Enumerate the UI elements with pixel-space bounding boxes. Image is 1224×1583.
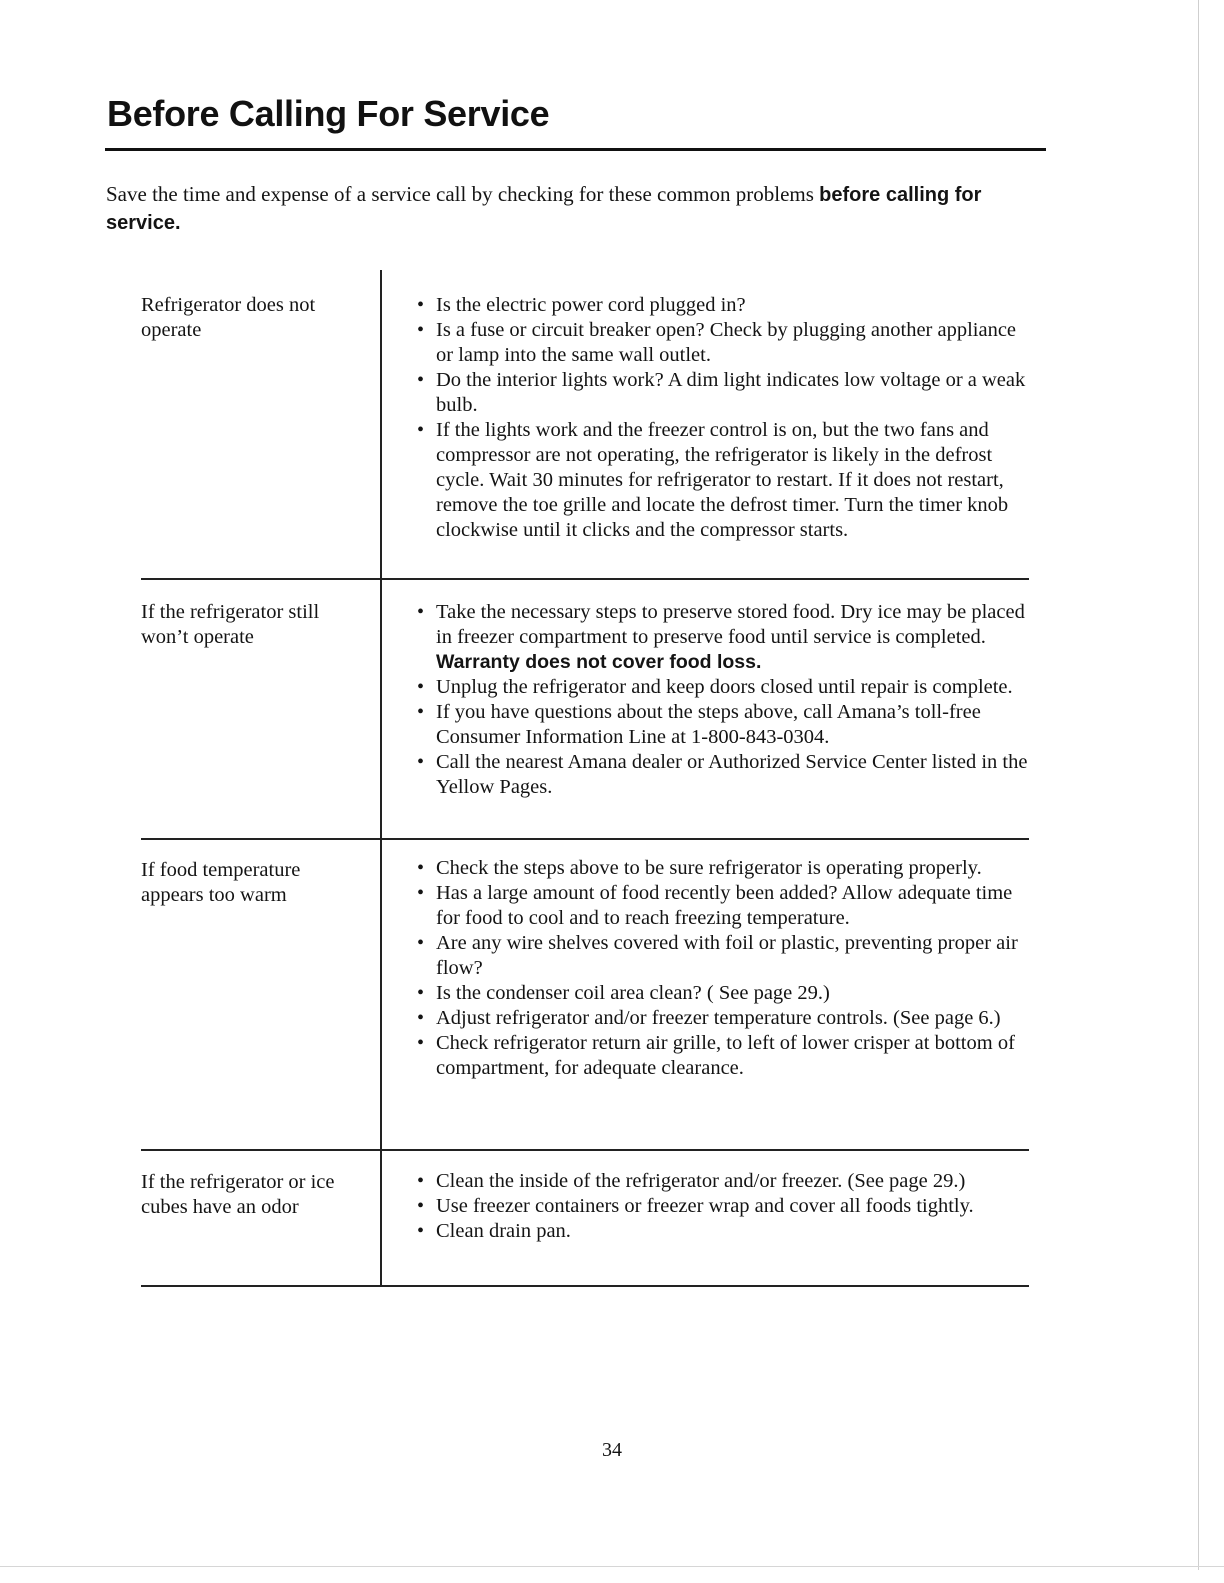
- solution-item: • Clean drain pan.: [416, 1219, 1036, 1244]
- solution-item: • Check the steps above to be sure refrigerator is operating properly.: [416, 856, 1036, 881]
- solution-item: • Unplug the refrigerator and keep doors closed until repair is complete.: [416, 675, 1036, 700]
- title-underline: [105, 148, 1046, 151]
- solution-item: • Are any wire shelves covered with foil or plastic, preventing proper air flow?: [416, 931, 1036, 981]
- problem-label: If the refrigerator still won’t operate: [141, 601, 320, 648]
- warranty-warning: Warranty does not cover food loss.: [436, 651, 762, 673]
- page-number: 34: [602, 1439, 622, 1461]
- solution-item: • Has a large amount of food recently been added? Allow adequate time for food to cool and to reach freezing temperature.: [416, 881, 1036, 931]
- row-divider: [141, 838, 1029, 840]
- solution-item: • Is the electric power cord plugged in?: [416, 293, 1036, 318]
- table-column-divider: [380, 270, 382, 1286]
- intro-text: Save the time and expense of a service call by checking for these common problems: [106, 182, 820, 206]
- problem-label: If the refrigerator or ice cubes have an odor: [141, 1171, 335, 1218]
- scan-edge-line: [1198, 0, 1199, 1570]
- solution-text: Take the necessary steps to preserve stored food. Dry ice may be placed in freezer compartment to preserve food until service is completed.: [436, 601, 1025, 648]
- solution-item: • Do the interior lights work? A dim light indicates low voltage or a weak bulb.: [416, 368, 1036, 418]
- problem-label: Refrigerator does not operate: [141, 294, 316, 341]
- solution-item: • If the lights work and the freezer control is on, but the two fans and compressor are not operating, the refrigerator is likely in the defrost cycle. Wait 30 minutes for refrigerator to restart. If it does not restart, remove the toe grille and locate the defrost timer. Turn the timer knob clockwise until it clicks and the compressor starts.: [416, 418, 1036, 543]
- row-divider: [141, 1149, 1029, 1151]
- solution-item: • Is the condenser coil area clean? ( See page 29.): [416, 981, 1036, 1006]
- row-divider: [141, 578, 1029, 580]
- scan-bottom-line: [0, 1566, 1224, 1567]
- solution-item: • Is a fuse or circuit breaker open? Check by plugging another appliance or lamp into the same wall outlet.: [416, 318, 1036, 368]
- solution-list: [416, 293, 1036, 543]
- intro-emphasis: before calling for service.: [106, 184, 982, 234]
- problem-label: If food temperature appears too warm: [141, 859, 301, 906]
- solution-item: [416, 600, 1036, 675]
- solution-list: [416, 856, 1036, 1081]
- solution-item: • Check refrigerator return air grille, to left of lower crisper at bottom of compartment, for adequate clearance.: [416, 1031, 1036, 1081]
- page-title: Before Calling For Service: [107, 93, 550, 134]
- solution-item: • If you have questions about the steps above, call Amana’s toll-free Consumer Information Line at 1-800-843-0304.: [416, 700, 1036, 750]
- solution-item: • Adjust refrigerator and/or freezer temperature controls. (See page 6.): [416, 1006, 1036, 1031]
- row-divider: [141, 1285, 1029, 1287]
- solution-item: • Clean the inside of the refrigerator and/or freezer. (See page 29.): [416, 1169, 1036, 1194]
- solution-item: • Use freezer containers or freezer wrap and cover all foods tightly.: [416, 1194, 1036, 1219]
- solution-list: [416, 1169, 1036, 1244]
- solution-item: • Call the nearest Amana dealer or Authorized Service Center listed in the Yellow Pages.: [416, 750, 1036, 800]
- solution-list: [416, 600, 1036, 800]
- intro-paragraph: [106, 181, 1056, 237]
